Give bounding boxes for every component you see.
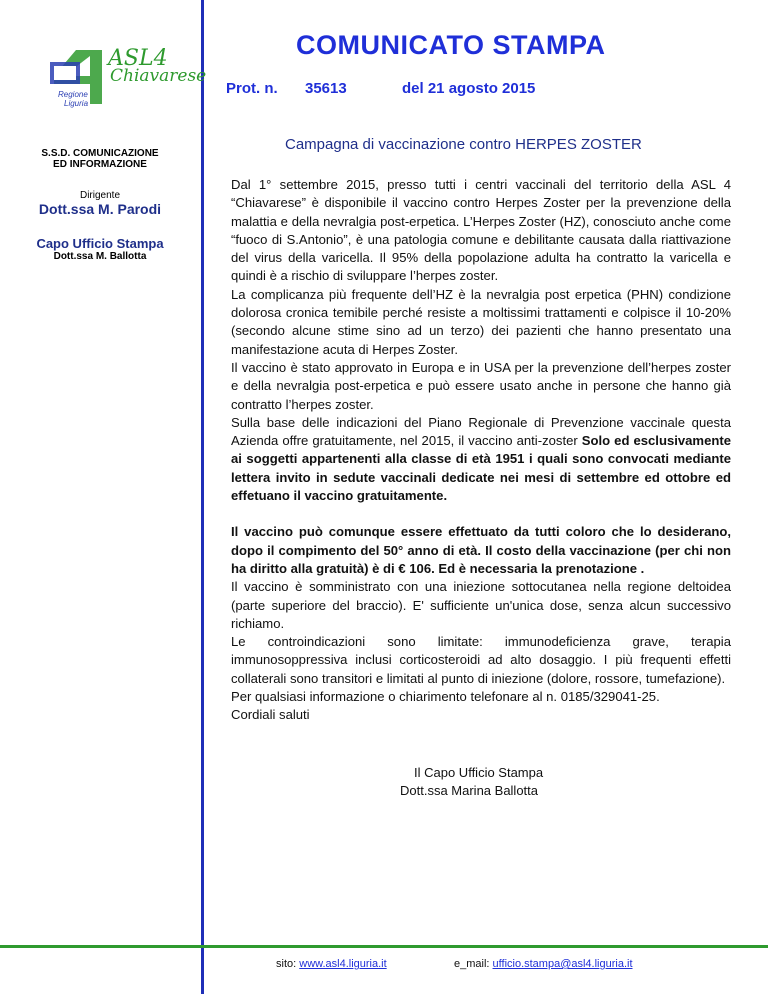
site-link[interactable]: www.asl4.liguria.it [299,958,387,970]
footer-divider [0,945,768,948]
footer-email: e_mail: ufficio.stampa@asl4.liguria.it [454,958,633,970]
sidebar-capo-ufficio: Capo Ufficio Stampa Dott.ssa M. Ballotta [36,236,164,262]
logo-region: Regione Liguria [58,90,89,108]
paragraph: Per qualsiasi informazione o chiarimento telefonare al n. 0185/329041-25. [231,689,660,705]
signature-title: Il Capo Ufficio Stampa [414,765,544,780]
subject-line: Campagna di vaccinazione contro HERPES ZOSTER [285,136,642,153]
email-link[interactable]: ufficio.stampa@asl4.liguria.it [492,958,633,970]
press-release-body [231,176,731,725]
paragraph: Il vaccino può comunque essere effettuato da tutti coloro che lo desiderano, dopo il compimento del 50° anno di età. Il costo della vaccinazione (per chi non ha diritto alla gratuità) è di € 106. Ed è necessaria la prenotazione . [231,524,731,576]
paragraph: Cordiali saluti [231,707,310,723]
prot-date: del 21 agosto 2015 [402,80,536,97]
logo-sub: Chiavarese [110,66,207,86]
paragraph: La complicanza più frequente dell’HZ è la nevralgia post erpetica (PHN) condizione dolorosa cronica temibile perché resiste a moltissimi trattamenti e colpisce il 10-20% (secondo alcune stime sino ad un terzo) dei pazienti che hanno presentato una manifestazione acuta di Herpes Zoster. [231,286,731,357]
sidebar-department: S.S.D. COMUNICAZIONE ED INFORMAZIONE [41,148,159,170]
paragraph: Le controindicazioni sono limitate: immunodeficienza grave, terapia immunosoppressiva inclusi corticosteroidi ad alto dosaggio. I più frequenti effetti collaterali sono transitori e limitati al punto di iniezione (dolore, rossore, tumefazione). [231,634,731,686]
vertical-divider [201,0,204,994]
prot-number: 35613 [305,80,347,97]
prot-label: Prot. n. [226,80,278,97]
paragraph: Dal 1° settembre 2015, presso tutti i centri vaccinali del territorio della ASL 4 “Chiavarese” è disponibile il vaccino contro Herpes Zoster per la prevenzione della malattia e della nevralgia post-erpetica. L’Herpes Zoster (HZ), conosciuto anche come “fuoco di S.Antonio”, è una patologia comune e debilitante causata dalla riattivazione del virus della varicella. Il 95% della popolazione adulta ha contratto la varicella e quindi è a rischio di sviluppare l’herpes zoster. [231,177,731,284]
paragraph: Il vaccino è somministrato con una iniezione sottocutanea nella regione deltoidea (parte superiore del braccio). E' sufficiente un'unica dose, senza alcun successivo richiamo. [231,579,731,631]
sidebar-dirigente: Dirigente Dott.ssa M. Parodi [38,190,162,217]
page-title: COMUNICATO STAMPA [296,30,606,60]
signature-name: Dott.ssa Marina Ballotta [400,783,539,798]
paragraph: Sulla base delle indicazioni del Piano Regionale di Prevenzione vaccinale questa Azienda offre gratuitamente, nel 2015, il vaccino anti-zoster Solo ed esclusivamente ai soggetti appartenenti alla classe di età 1951 i quali sono convocati mediante lettera invito in sedute vaccinali dedicate nei mesi di settembre ed ottobre ed effetuano il vaccino gratuitamente. [231,414,731,504]
footer-site: sito: www.asl4.liguria.it [276,958,387,970]
paragraph: Il vaccino è stato approvato in Europa e in USA per la prevenzione dell’herpes zoster e della nevralgia post-erpetica e può essere usato anche in persone che hanno già contratto l’herpes zoster. [231,359,731,412]
logo-brand: ASL4 [108,46,168,71]
